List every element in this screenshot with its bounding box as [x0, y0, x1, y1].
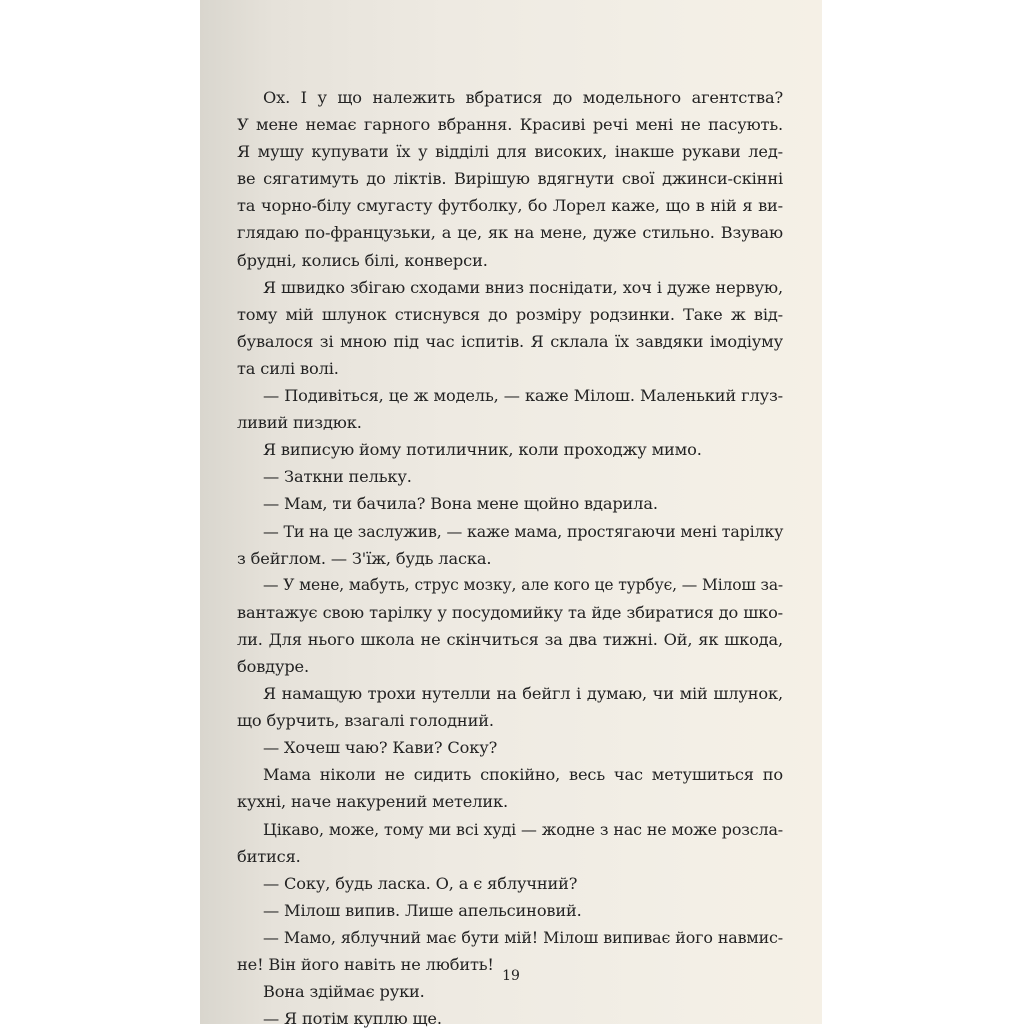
- text-line: бовдуре.: [237, 656, 309, 676]
- text-line: Я виписую йому потиличник, коли проходжу мимо.: [263, 440, 702, 460]
- text-line: Я мушу купувати їх у відділі для високих, інакше рукави лед-: [237, 142, 783, 162]
- text-line: Цікаво, може, тому ми всі худі — жодне з нас не може розсла-: [263, 819, 783, 839]
- text-line: — Соку, будь ласка. О, а є яблучний?: [263, 873, 578, 893]
- text-line: — Хочеш чаю? Кави? Соку?: [263, 738, 498, 758]
- text-line: з бейглом. — З'їж, будь ласка.: [237, 548, 492, 568]
- text-line: Ох. І у що належить вбратися до модельного агентства?: [263, 88, 783, 107]
- text-line: бувалося зі мною під час іспитів. Я склала їх завдяки імодіуму: [237, 331, 783, 351]
- text-line: та чорно-білу смугасту футболку, бо Лорел каже, що в ній я ви-: [237, 196, 783, 216]
- text-line: вантажує свою тарілку у посудомийку та йде збиратися до шко-: [237, 602, 783, 622]
- text-line: — Я потім куплю ще.: [263, 1009, 442, 1029]
- text-line: ве сягатимуть до ліктів. Вирішую вдягнути свої джинси-скінні: [237, 169, 783, 189]
- text-line: та силі волі.: [237, 358, 339, 378]
- text-line: що бурчить, взагалі голодний.: [237, 711, 494, 731]
- text-line: — Подивіться, це ж модель, — каже Мілош. Маленький глуз-: [263, 386, 783, 406]
- text-line: ли. Для нього школа не скінчиться за два тижні. Ой, як шкода,: [237, 629, 783, 649]
- text-line: ливий пиздюк.: [237, 413, 362, 433]
- book-page: [200, 0, 822, 1029]
- text-line: У мене немає гарного вбрання. Красиві речі мені не пасують.: [237, 115, 783, 135]
- text-line: брудні, колись білі, конверси.: [237, 250, 488, 270]
- text-line: битися.: [237, 846, 301, 866]
- text-line: Я швидко збігаю сходами вниз поснідати, хоч і дуже нервую,: [263, 277, 783, 297]
- text-line: — Мам, ти бачила? Вона мене щойно вдарила.: [263, 494, 658, 514]
- text-line: — Ти на це заслужив, — каже мама, простягаючи мені тарілку: [263, 521, 784, 541]
- text-line: Я намащую трохи нутелли на бейгл і думаю, чи мій шлунок,: [263, 684, 783, 704]
- text-line: не! Він його навіть не любить!: [237, 955, 494, 974]
- text-line: кухні, наче накурений метелик.: [237, 792, 508, 812]
- text-line: тому мій шлунок стиснувся до розміру родзинки. Таке ж від-: [237, 304, 783, 324]
- text-line: Мама ніколи не сидить спокійно, весь час метушиться по: [263, 765, 783, 785]
- page-number: 19: [502, 968, 520, 984]
- text-line: Вона здіймає руки.: [263, 982, 425, 1002]
- body-text: [237, 84, 783, 1032]
- text-line: — Мамо, яблучний має бути мій! Мілош випиває його навмис-: [263, 927, 783, 947]
- text-line: глядаю по-французьки, а це, як на мене, дуже стильно. Взуваю: [237, 223, 783, 243]
- text-line: — Мілош випив. Лише апельсиновий.: [263, 900, 582, 920]
- text-line: — Заткни пельку.: [263, 467, 412, 487]
- text-line: — У мене, мабуть, струс мозку, але кого це турбує, — Мілош за-: [263, 575, 783, 594]
